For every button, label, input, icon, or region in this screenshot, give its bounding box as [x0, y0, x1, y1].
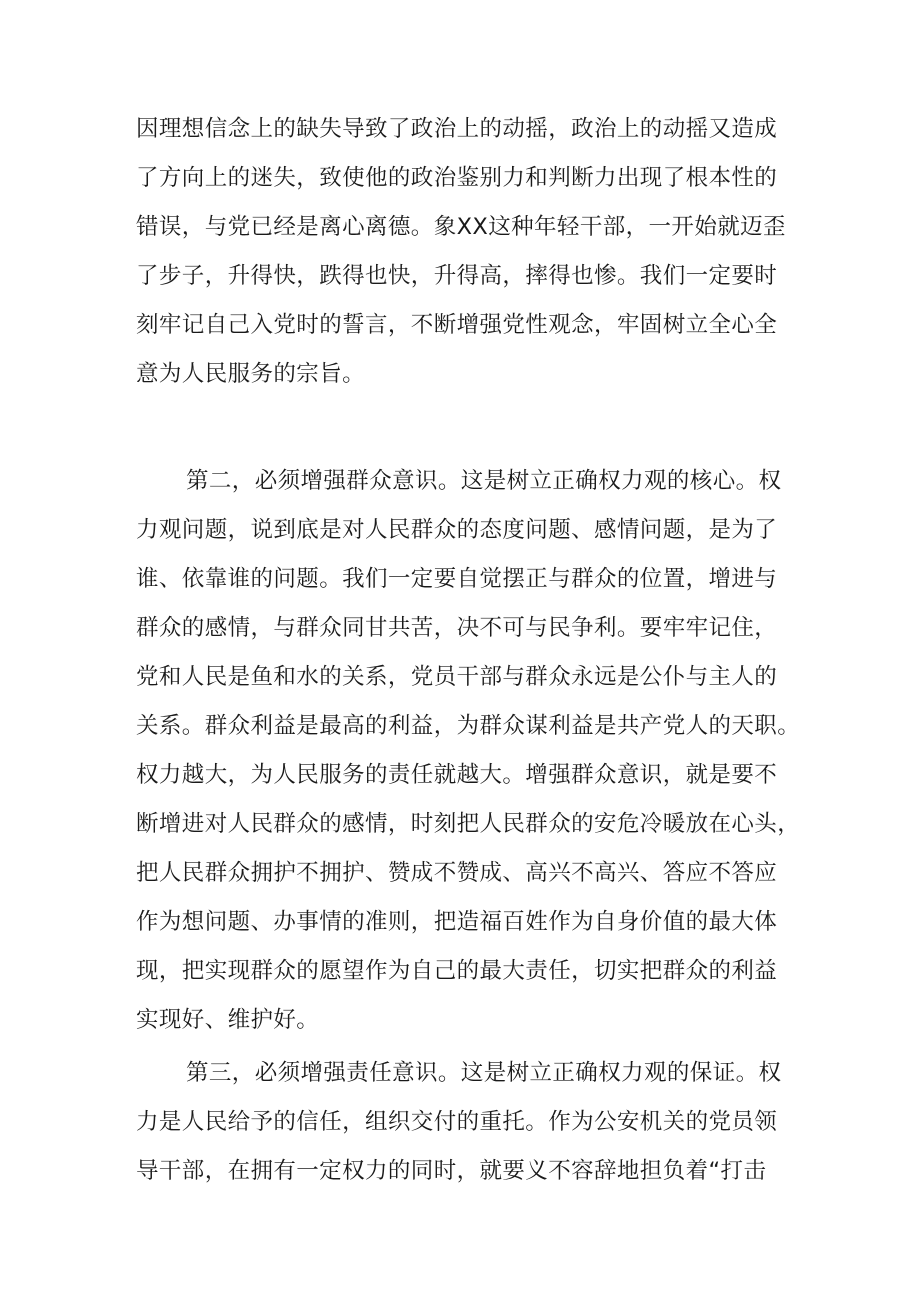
- text-line: 导干部，在拥有一定权力的同时，就要义不容辞地担负着“打击: [136, 1158, 767, 1184]
- text-line: 党和人民是鱼和水的关系，党员干部与群众永远是公仆与主人的: [136, 664, 778, 690]
- text-line: 关系。群众利益是最高的利益，为群众谋利益是共产党人的天职。: [136, 713, 801, 739]
- paragraph-first-line: 第三，必须增强责任意识。这是树立正确权力观的保证。权: [186, 1060, 782, 1086]
- text-line: 因理想信念上的缺失导致了政治上的动摇，政治上的动摇又造成: [136, 116, 778, 142]
- text-line: 刻牢记自己入党时的誓言，不断增强党性观念，牢固树立全心全: [136, 312, 778, 338]
- text-line: 断增进对人民群众的感情，时刻把人民群众的安危冷暖放在心头，: [136, 811, 801, 837]
- text-line: 权力越大，为人民服务的责任就越大。增强群众意识，就是要不: [136, 762, 778, 788]
- text-line: 实现好、维护好。: [136, 1007, 320, 1033]
- text-line: 群众的感情，与群众同甘共苦，决不可与民争利。要牢牢记住，: [136, 615, 778, 641]
- text-line: 了方向上的迷失，致使他的政治鉴别力和判断力出现了根本性的: [136, 165, 778, 191]
- paragraph-first-line: 第二，必须增强群众意识。这是树立正确权力观的核心。权: [186, 468, 782, 494]
- text-line: 作为想问题、办事情的准则，把造福百姓作为自身价值的最大体: [136, 909, 778, 935]
- text-line: 谁、依靠谁的问题。我们一定要自觉摆正与群众的位置，增进与: [136, 566, 778, 592]
- text-line: 错误，与党已经是离心离德。象XX这种年轻干部，一开始就迈歪: [136, 214, 786, 240]
- text-line: 把人民群众拥护不拥护、赞成不赞成、高兴不高兴、答应不答应: [136, 860, 778, 886]
- text-line: 了步子，升得快，跌得也快，升得高，摔得也惨。我们一定要时: [136, 263, 778, 289]
- text-line: 力观问题，说到底是对人民群众的态度问题、感情问题，是为了: [136, 517, 778, 543]
- text-line: 意为人民服务的宗旨。: [136, 361, 366, 387]
- text-line: 现，把实现群众的愿望作为自己的最大责任，切实把群众的利益: [136, 958, 778, 984]
- text-line: 力是人民给予的信任，组织交付的重托。作为公安机关的党员领: [136, 1109, 778, 1135]
